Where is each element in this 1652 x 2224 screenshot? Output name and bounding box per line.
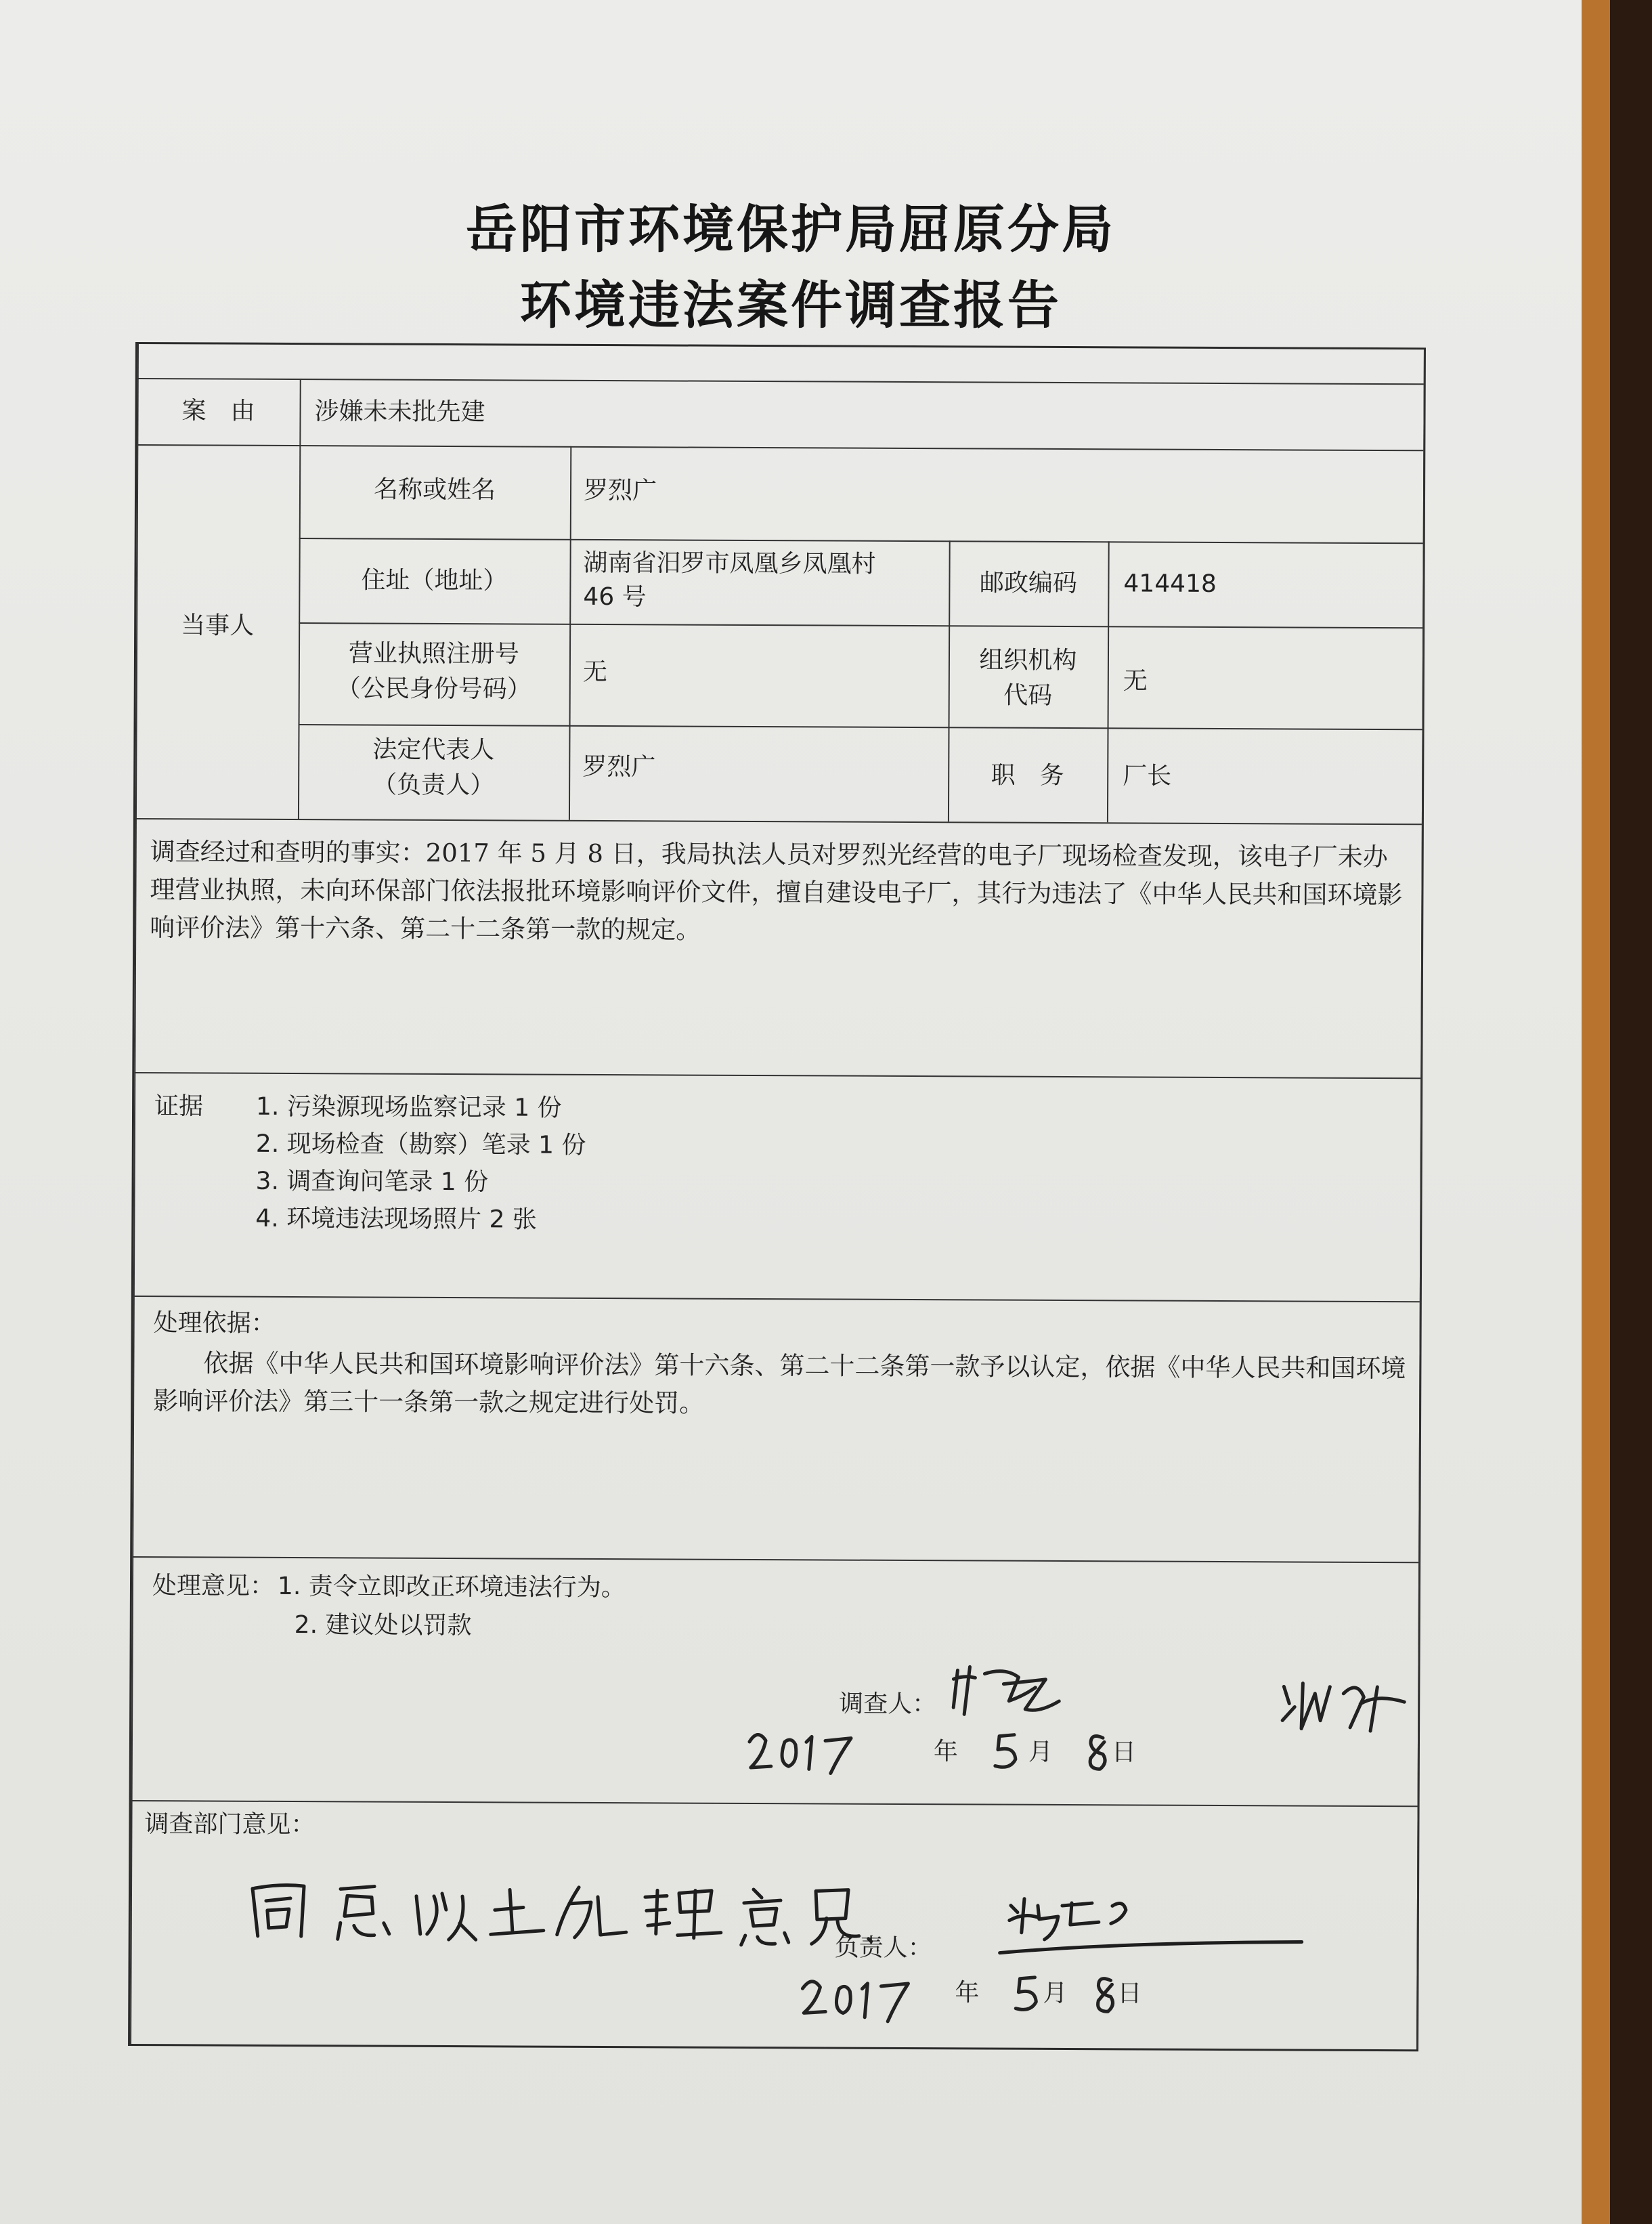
party-label: 当事人 bbox=[181, 612, 255, 640]
row-line bbox=[134, 1072, 1420, 1079]
opinion-date-day bbox=[1083, 1730, 1113, 1774]
name-value: 罗烈广 bbox=[583, 476, 657, 505]
postcode-value: 414418 bbox=[1123, 570, 1217, 598]
org-code-value: 无 bbox=[1123, 667, 1148, 696]
opinion-day-unit: 日 bbox=[1111, 1738, 1137, 1767]
table-left-border bbox=[130, 344, 139, 2044]
address-value-line2: 46 号 bbox=[583, 582, 647, 612]
license-label-line1: 营业执照注册号 bbox=[348, 639, 520, 668]
org-code-label-line2: 代码 bbox=[1003, 681, 1053, 710]
department-date-day bbox=[1090, 1972, 1121, 2016]
report-form-table bbox=[128, 342, 1426, 2051]
rep-value: 罗烈广 bbox=[582, 752, 656, 782]
position-value: 厂长 bbox=[1123, 762, 1172, 790]
department-date-month bbox=[1010, 1972, 1044, 2016]
evidence-item: 3. 调查询问笔录 1 份 bbox=[255, 1167, 489, 1197]
responsible-label: 负责人： bbox=[834, 1933, 932, 1963]
department-year-unit: 年 bbox=[955, 1979, 980, 2007]
address-value-line1: 湖南省汨罗市凤凰乡凤凰村 bbox=[583, 549, 876, 578]
row-line bbox=[131, 1800, 1418, 1807]
row-line bbox=[137, 378, 1424, 385]
document-title-line1: 岳阳市环境保护局屈原分局 bbox=[466, 199, 1116, 259]
evidence-item: 4. 环境违法现场照片 2 张 bbox=[255, 1204, 538, 1234]
evidence-item: 2. 现场检查（勘察）笔录 1 份 bbox=[255, 1130, 586, 1159]
department-month-unit: 月 bbox=[1043, 1979, 1068, 2008]
handwritten-department-opinion bbox=[239, 1868, 917, 1952]
row-line bbox=[137, 444, 1423, 451]
department-date-year bbox=[797, 1965, 919, 2024]
evidence-label: 证据 bbox=[154, 1092, 204, 1121]
row-line bbox=[133, 1296, 1420, 1302]
opinion-item2: 2. 建议处以罚款 bbox=[294, 1611, 472, 1640]
document-title-line2: 环境违法案件调查报告 bbox=[520, 275, 1062, 335]
investigation-facts: 调查经过和查明的事实：2017 年 5 月 8 日，我局执法人员对罗烈光经营的电子厂现场检查发现，该电子厂未办理营业执照，未向环保部门依法报批环境影响评价文件，擅自建设电子厂，其行为违法了《中华人民共和国环境影响评价法》第十六条、第二十二条第一款的规定。 bbox=[150, 837, 1403, 945]
postcode-label: 邮政编码 bbox=[979, 569, 1078, 598]
desk-edge bbox=[1578, 0, 1613, 2224]
name-label: 名称或姓名 bbox=[373, 475, 496, 505]
rep-label-line2: （负责人） bbox=[372, 771, 495, 800]
opinion-year-unit: 年 bbox=[933, 1738, 959, 1766]
license-value: 无 bbox=[582, 658, 607, 687]
rep-label-line1: 法定代表人 bbox=[372, 735, 495, 765]
row-line bbox=[299, 622, 1422, 628]
table-right-border bbox=[1416, 349, 1425, 2049]
org-code-label-line1: 组织机构 bbox=[979, 646, 1077, 675]
opinion-item1: 1. 责令立即改正环境违法行为。 bbox=[277, 1572, 626, 1602]
department-day-unit: 日 bbox=[1117, 1980, 1142, 2008]
license-label-line2: （公民身份号码） bbox=[336, 675, 531, 704]
investigator-label: 调查人： bbox=[839, 1690, 937, 1719]
case-cause-value: 涉嫌未未批先建 bbox=[314, 398, 485, 427]
row-line bbox=[135, 818, 1422, 825]
opinion-date-year bbox=[744, 1722, 859, 1776]
row-line bbox=[299, 538, 1423, 544]
address-label: 住址（地址） bbox=[361, 566, 508, 595]
case-cause-label: 案 由 bbox=[181, 397, 255, 425]
investigator-signature-1 bbox=[944, 1660, 1072, 1725]
evidence-item: 1. 污染源现场监察记录 1 份 bbox=[255, 1092, 562, 1122]
opinion-month-unit: 月 bbox=[1028, 1738, 1053, 1766]
investigator-signature-2 bbox=[1276, 1673, 1411, 1738]
background-edge bbox=[1610, 0, 1652, 2224]
opinion-date-month bbox=[990, 1730, 1024, 1774]
responsible-signature bbox=[997, 1885, 1309, 1961]
opinion-label: 处理意见： bbox=[152, 1572, 275, 1600]
basis-text: 依据《中华人民共和国环境影响评价法》第十六条、第二十二条第一款予以认定，依据《中华人民共和国环境影响评价法》第三十一条第一款之规定进行处罚。 bbox=[153, 1348, 1406, 1418]
department-opinion-label: 调查部门意见： bbox=[144, 1810, 316, 1839]
row-line bbox=[299, 724, 1422, 730]
row-line bbox=[132, 1556, 1418, 1563]
basis-label: 处理依据： bbox=[153, 1309, 276, 1338]
position-label: 职 务 bbox=[991, 761, 1064, 790]
